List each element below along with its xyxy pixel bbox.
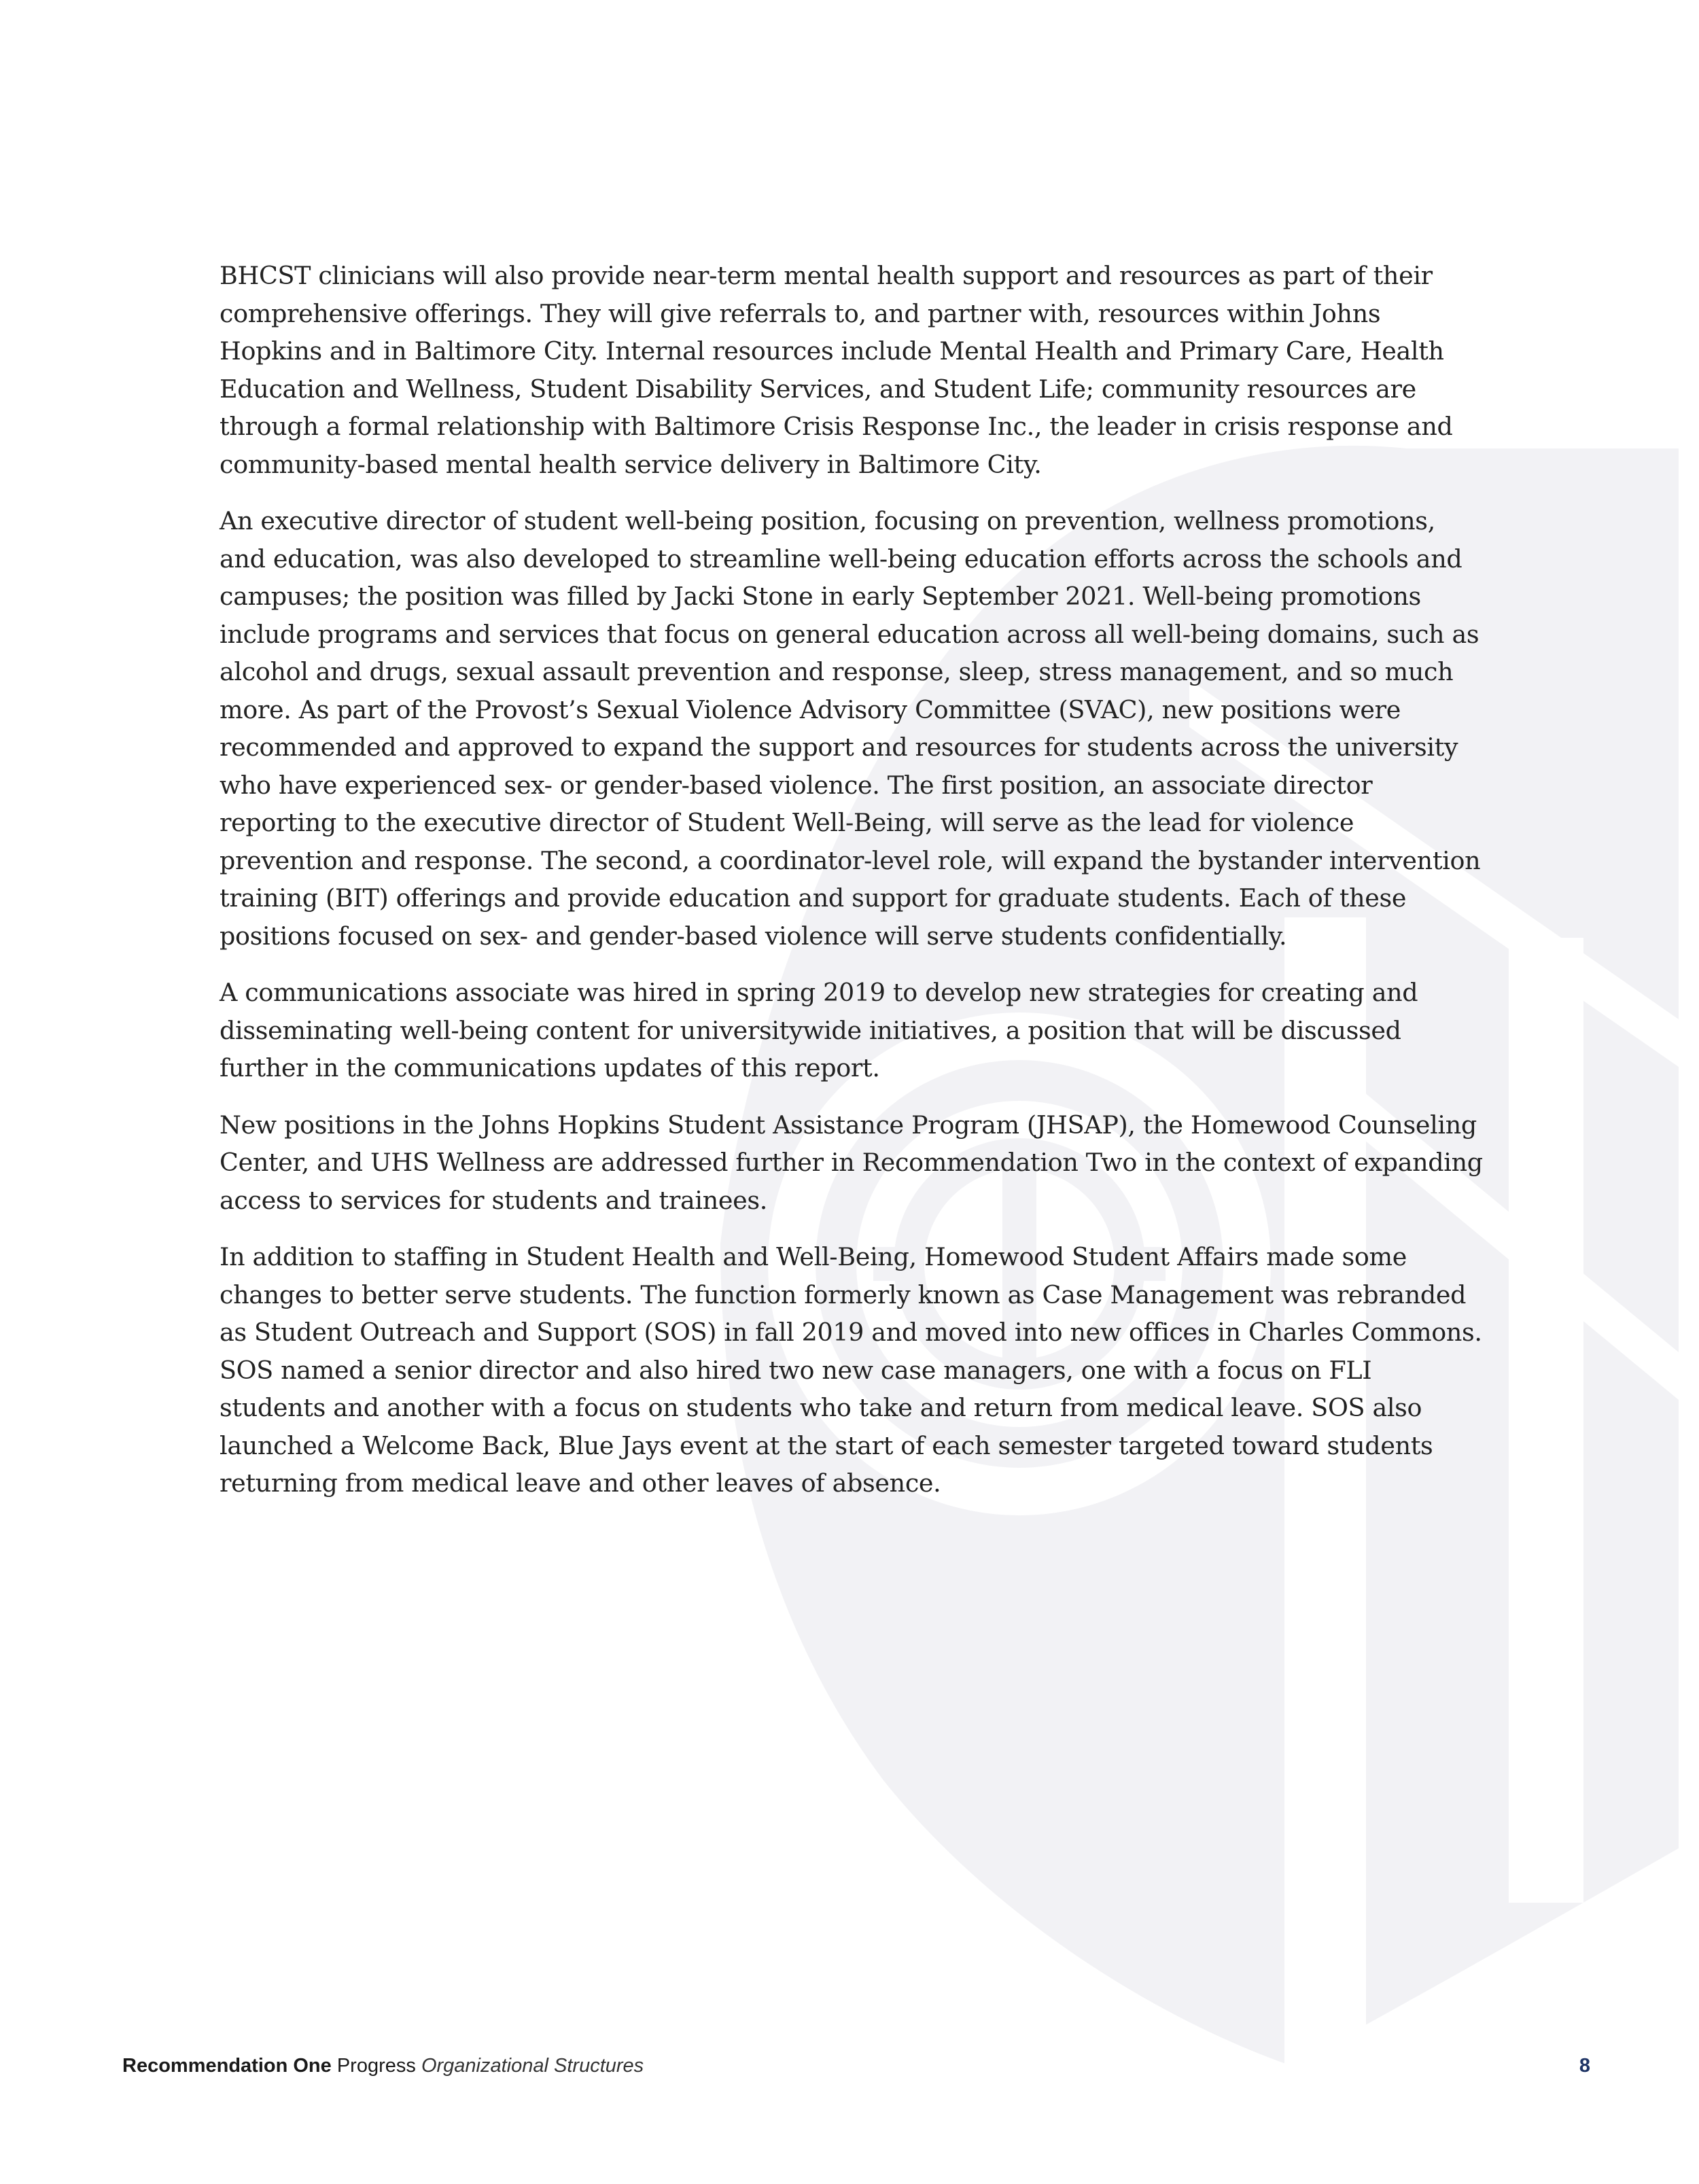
paragraph-communications-associate: A communications associate was hired in spring 2019 to develop new strategies for creating and disseminating well-being content for universitywide initiatives, a position that will be discussed further in the communications updates of this report. xyxy=(220,978,1418,1082)
footer-label: Progress xyxy=(336,2055,416,2077)
paragraph-student-affairs: In addition to staffing in Student Health and Well-Being, Homewood Student Affairs made some changes to better serve students. The function formerly known as Case Management was rebranded as Student Outreach and Support (SOS) in fall 2019 and moved into new offices in Charles Commons. SOS named a senior director and also hired two new case managers, one with a focus on FLI students and another with a focus on students who take and return from medical leave. SOS also launched a Welcome Back, Blue Jays event at the start of each semester targeted toward students returning from medical leave and other leaves of absence. xyxy=(220,1242,1482,1498)
paragraph-new-positions: New positions in the Johns Hopkins Student Assistance Program (JHSAP), the Homewood Counseling Center, and UHS Wellness are addressed further in Recommendation Two in the context of expanding access to services for students and trainees. xyxy=(220,1110,1483,1215)
footer-section-title: Recommendation One xyxy=(122,2055,332,2077)
footer-subtitle: Organizational Structures xyxy=(421,2055,644,2077)
body-text xyxy=(220,257,1484,1521)
paragraph-executive-director: An executive director of student well-being position, focusing on prevention, wellness promotions, and education, was also developed to streamline well-being education efforts across the schools and campuses; the position was filled by Jacki Stone in early September 2021. Well-being promotions include programs and services that focus on general education across all well-being domains, such as alcohol and drugs, sexual assault prevention and response, sleep, stress management, and so much more. As part of the Provost’s Sexual Violence Advisory Committee (SVAC), new positions were recommended and approved to expand the support and resources for students across the university who have experienced sex- or gender-based violence. The first position, an associate director reporting to the executive director of Student Well-Being, will serve as the lead for violence prevention and response. The second, a coordinator-level role, will expand the bystander intervention training (BIT) offerings and provide education and support for graduate students. Each of these positions focused on sex- and gender-based violence will serve students confidentially. xyxy=(220,506,1481,951)
page-footer xyxy=(122,2052,1590,2079)
page-number: 8 xyxy=(1579,2055,1590,2077)
paragraph-bhcst-clinicians: BHCST clinicians will also provide near-term mental health support and resources as part of their comprehensive offerings. They will give referrals to, and partner with, resources within Johns Hopkins and in Baltimore City. Internal resources include Mental Health and Primary Care, Health Education and Wellness, Student Disability Services, and Student Life; community resources are through a formal relationship with Baltimore Crisis Response Inc., the leader in crisis response and community-based mental health service delivery in Baltimore City. xyxy=(220,261,1453,479)
